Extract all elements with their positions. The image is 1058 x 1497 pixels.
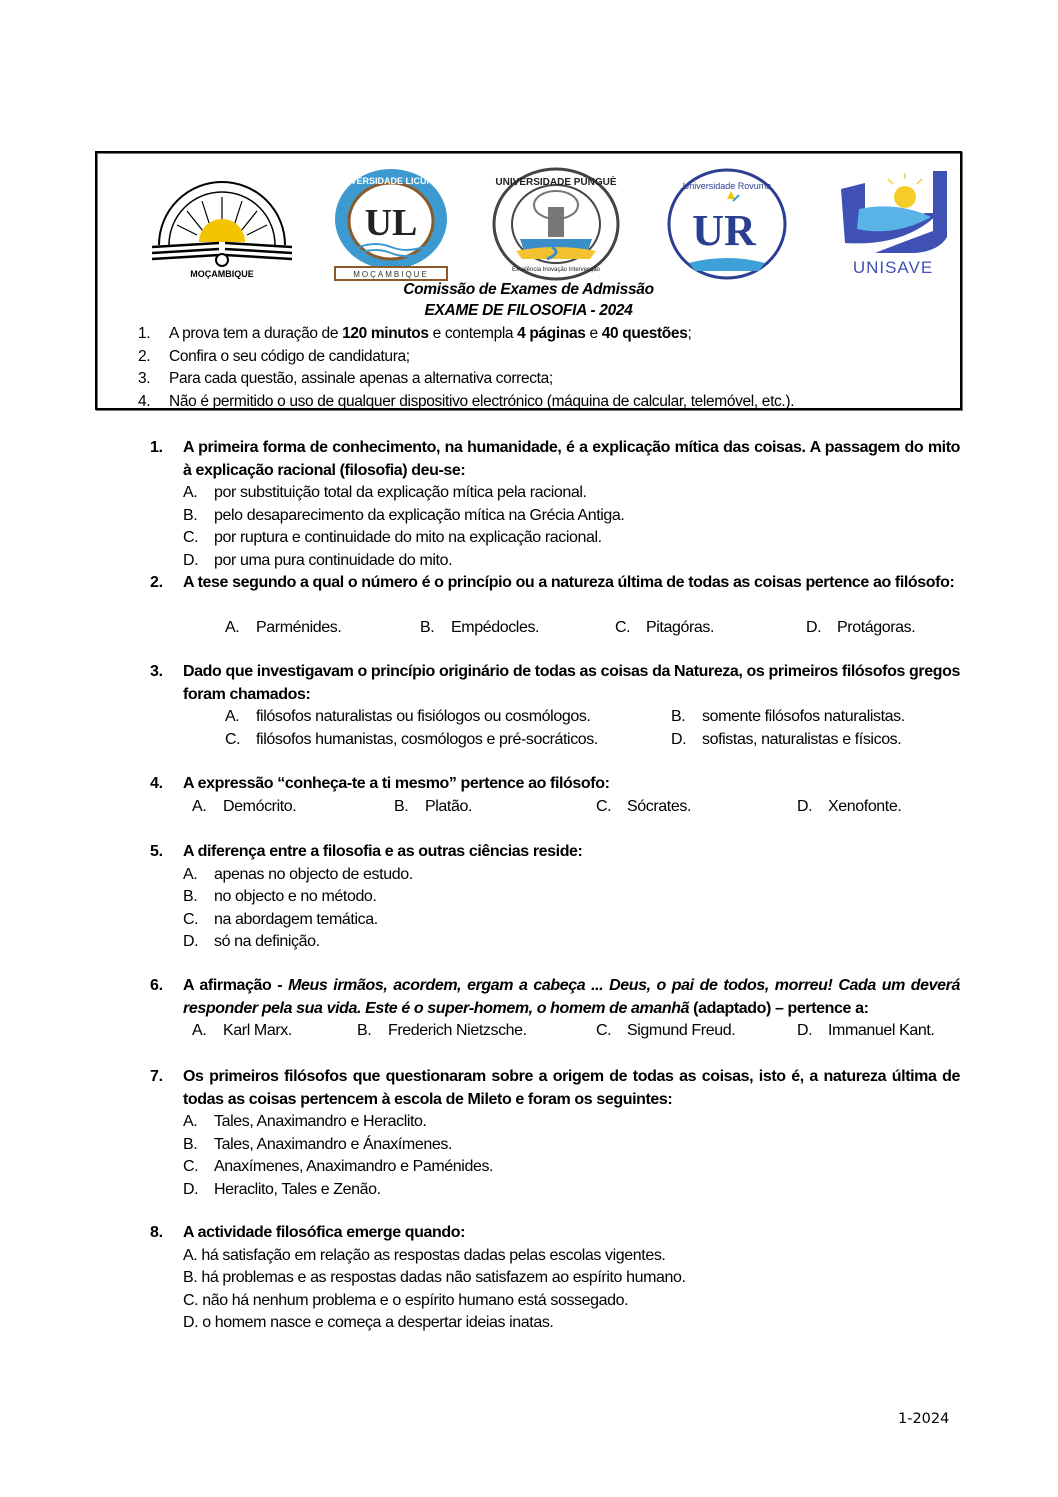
option-letter: D.: [183, 933, 199, 950]
question-number: 3.: [150, 663, 163, 680]
option-text: Demócrito.: [223, 797, 297, 815]
option-letter: A.: [183, 865, 198, 883]
answer-option-b[interactable]: [394, 796, 472, 819]
question-number: 1.: [150, 439, 163, 456]
answer-option-a[interactable]: [192, 1020, 292, 1043]
answer-option-c[interactable]: [596, 796, 691, 819]
option-text: há problemas e as respostas dadas não satisfazem ao espírito humano.: [201, 1269, 686, 1286]
rule-number: 3.: [138, 370, 151, 387]
question-stem: A afirmação - Meus irmãos, acordem, ergam a cabeça ... Deus, o pai de todos, morreu! Cada um deverá responder pela sua vida. Este é o super-homem, o homem de amanhã (adaptado) – pertence a:: [183, 977, 960, 1017]
option-text: Sigmund Freud.: [627, 1022, 736, 1039]
option-letter: A.: [225, 619, 240, 636]
option-text: no objecto e no método.: [214, 888, 377, 905]
option-letter: D.: [671, 730, 687, 748]
option-text: Parménides.: [256, 619, 342, 636]
question-number: 2.: [150, 574, 163, 591]
universidade-pungue-logo-icon: [492, 167, 620, 282]
svg-text:MOÇAMBIQUE: MOÇAMBIQUE: [353, 270, 429, 279]
svg-text:UNIVERSIDADE PÚNGUÈ: UNIVERSIDADE PÚNGUÈ: [495, 177, 617, 188]
question-stem: A expressão “conheça-te a ti mesmo” pertence ao filósofo:: [183, 775, 610, 792]
svg-text:UNISAVE: UNISAVE: [852, 258, 934, 277]
answer-option-a[interactable]: [183, 864, 413, 887]
universidade-licungo-logo-icon: [331, 167, 451, 282]
option-letter: A.: [183, 1246, 198, 1264]
answer-option-d[interactable]: [797, 796, 901, 819]
option-text: Pitagóras.: [646, 619, 715, 636]
exam-rule: [97, 368, 960, 391]
answer-option-d[interactable]: [797, 1020, 934, 1043]
option-letter: A.: [225, 708, 240, 725]
question-stem: Dado que investigavam o princípio originário de todas as coisas da Natureza, os primeiros filósofos gregos foram chamados:: [183, 663, 960, 703]
universidade-rovuma-logo-icon: [667, 167, 787, 282]
option-text: Protágoras.: [837, 619, 916, 636]
exam-rule: [97, 346, 960, 369]
option-letter: B.: [394, 797, 409, 815]
option-letter: D.: [183, 1180, 199, 1198]
page-number: 1-2024: [898, 1411, 950, 1427]
option-letter: C.: [615, 619, 631, 636]
option-text: Sócrates.: [627, 797, 691, 815]
option-text: Frederich Nietzsche.: [388, 1022, 527, 1039]
answer-option-d[interactable]: [671, 729, 901, 752]
option-letter: A.: [192, 797, 207, 815]
option-letter: B.: [183, 506, 198, 524]
answer-option-d[interactable]: [183, 550, 452, 573]
exam-header-box: [95, 151, 962, 410]
option-text: não há nenhum problema e o espírito humano está sossegado.: [202, 1291, 629, 1309]
option-letter: A.: [183, 1113, 198, 1130]
svg-text:UR: UR: [692, 206, 756, 255]
question-number: 7.: [150, 1068, 163, 1085]
upm-moçambique-label: MOÇAMBIQUE: [190, 269, 254, 279]
rule-number: 1.: [138, 325, 151, 342]
answer-option-c[interactable]: [183, 527, 602, 550]
option-text: há satisfação em relação as respostas dadas pelas escolas vigentes.: [201, 1246, 666, 1264]
rule-text: Confira o seu código de candidatura;: [169, 347, 410, 365]
option-text: na abordagem temática.: [214, 910, 378, 928]
svg-text:Universidade Rovuma: Universidade Rovuma: [682, 181, 772, 191]
option-letter: C.: [596, 797, 612, 815]
answer-option-c[interactable]: [596, 1020, 735, 1043]
option-letter: D.: [797, 797, 813, 815]
question-stem: A primeira forma de conhecimento, na humanidade, é a explicação mítica das coisas. A passagem do mito à explicação racional (filosofia) deu-se:: [183, 439, 960, 479]
exam-rule: [97, 391, 960, 414]
answer-option-c[interactable]: [183, 1290, 628, 1313]
option-letter: D.: [183, 1314, 199, 1331]
option-text: Xenofonte.: [828, 797, 902, 815]
exam-rule: [97, 323, 960, 346]
university-logos: [97, 167, 960, 282]
svg-text:Excelência Inovação Intervençã: Excelência Inovação Intervenção: [511, 267, 601, 273]
option-text: Empédocles.: [451, 619, 540, 636]
option-letter: B.: [671, 708, 686, 725]
option-text: Tales, Anaximandro e Heraclito.: [214, 1113, 427, 1130]
question-stem: Os primeiros filósofos que questionaram sobre a origem de todas as coisas, isto é, a natureza última de todas as coisas pertencem à escola de Mileto e foram os seguintes:: [183, 1068, 960, 1108]
exam-title: EXAME DE FILOSOFIA - 2024: [424, 302, 633, 319]
answer-option-a[interactable]: [225, 706, 590, 729]
answer-option-d[interactable]: [183, 1312, 553, 1335]
rule-number: 2.: [138, 347, 151, 365]
answer-option-d[interactable]: [183, 1179, 381, 1202]
answer-option-b[interactable]: [183, 505, 624, 528]
question-stem: A diferença entre a filosofia e as outras ciências reside:: [183, 843, 583, 860]
question-number: 6.: [150, 977, 163, 994]
question-stem: A actividade filosófica emerge quando:: [183, 1224, 466, 1241]
unisave-logo-icon: [835, 167, 953, 282]
option-letter: C.: [596, 1022, 612, 1039]
answer-option-a[interactable]: [183, 1111, 427, 1134]
option-text: Karl Marx.: [223, 1022, 292, 1039]
answer-option-b[interactable]: [183, 886, 376, 909]
answer-option-b[interactable]: [671, 706, 905, 729]
option-letter: C.: [183, 1291, 199, 1309]
option-text: só na definição.: [214, 933, 320, 950]
option-letter: D.: [797, 1022, 813, 1039]
option-letter: B.: [183, 1135, 198, 1153]
answer-option-b[interactable]: [183, 1134, 452, 1157]
question-number: 5.: [150, 843, 163, 860]
rule-text: Para cada questão, assinale apenas a alternativa correcta;: [169, 370, 553, 387]
question-number: 4.: [150, 775, 163, 792]
answer-option-a[interactable]: [225, 617, 341, 640]
option-letter: B.: [183, 1269, 198, 1286]
option-letter: B.: [357, 1022, 372, 1039]
answer-option-a[interactable]: [183, 1245, 665, 1268]
answer-option-c[interactable]: [183, 1156, 493, 1179]
answer-option-d[interactable]: [806, 617, 915, 640]
option-text: Immanuel Kant.: [828, 1022, 935, 1039]
answer-option-b[interactable]: [183, 1267, 686, 1290]
rule-number: 4.: [138, 392, 151, 410]
rule-text: Não é permitido o uso de qualquer dispositivo electrónico (máquina de calcular, telemóvel, etc.).: [169, 392, 795, 410]
option-text: pelo desaparecimento da explicação mítica na Grécia Antiga.: [214, 506, 625, 524]
option-letter: B.: [420, 619, 435, 636]
option-letter: C.: [225, 730, 241, 748]
exam-rules-list: [97, 323, 960, 413]
answer-option-b[interactable]: [357, 1020, 527, 1043]
question-stem: A tese segundo a qual o número é o princípio ou a natureza última de todas as coisas pertence ao filósofo:: [183, 574, 955, 591]
rule-text: A prova tem a duração de 120 minutos e contempla 4 páginas e 40 questões;: [169, 325, 692, 342]
answer-option-c[interactable]: [615, 617, 714, 640]
option-text: somente filósofos naturalistas.: [702, 708, 905, 725]
option-letter: D.: [183, 551, 199, 569]
answer-option-c[interactable]: [183, 909, 378, 932]
option-text: Anaxímenes, Anaximandro e Paménides.: [214, 1158, 494, 1175]
answer-option-a[interactable]: [192, 796, 296, 819]
option-text: Tales, Anaximandro e Ánaxímenes.: [214, 1135, 453, 1153]
svg-text:UL: UL: [364, 202, 418, 244]
option-letter: C.: [183, 1158, 199, 1175]
option-text: sofistas, naturalistas e físicos.: [702, 730, 902, 748]
option-letter: B.: [183, 888, 198, 905]
option-text: por uma pura continuidade do mito.: [214, 551, 453, 569]
commission-title: Comissão de Exames de Admissão: [403, 281, 654, 298]
answer-option-d[interactable]: [183, 931, 320, 954]
option-letter: C.: [183, 529, 199, 546]
option-letter: C.: [183, 910, 199, 928]
option-text: Platão.: [425, 797, 473, 815]
option-text: o homem nasce e começa a despertar ideias inatas.: [202, 1314, 554, 1331]
question-number: 8.: [150, 1224, 163, 1241]
answer-option-c[interactable]: [225, 729, 598, 752]
universidade-pedagogica-logo-icon: [147, 167, 297, 282]
option-text: apenas no objecto de estudo.: [214, 865, 413, 883]
option-text: filósofos naturalistas ou fisiólogos ou cosmólogos.: [256, 708, 591, 725]
option-letter: D.: [806, 619, 822, 636]
option-letter: A.: [183, 484, 198, 501]
answer-option-a[interactable]: [183, 482, 587, 505]
option-text: Heraclito, Tales e Zenão.: [214, 1180, 381, 1198]
option-text: filósofos humanistas, cosmólogos e pré-socráticos.: [256, 730, 598, 748]
option-letter: A.: [192, 1022, 207, 1039]
answer-option-b[interactable]: [420, 617, 539, 640]
option-text: por ruptura e continuidade do mito na explicação racional.: [214, 529, 602, 546]
option-text: por substituição total da explicação mítica pela racional.: [214, 484, 587, 501]
svg-text:UNIVERSIDADE LICUNGO: UNIVERSIDADE LICUNGO: [334, 176, 448, 186]
